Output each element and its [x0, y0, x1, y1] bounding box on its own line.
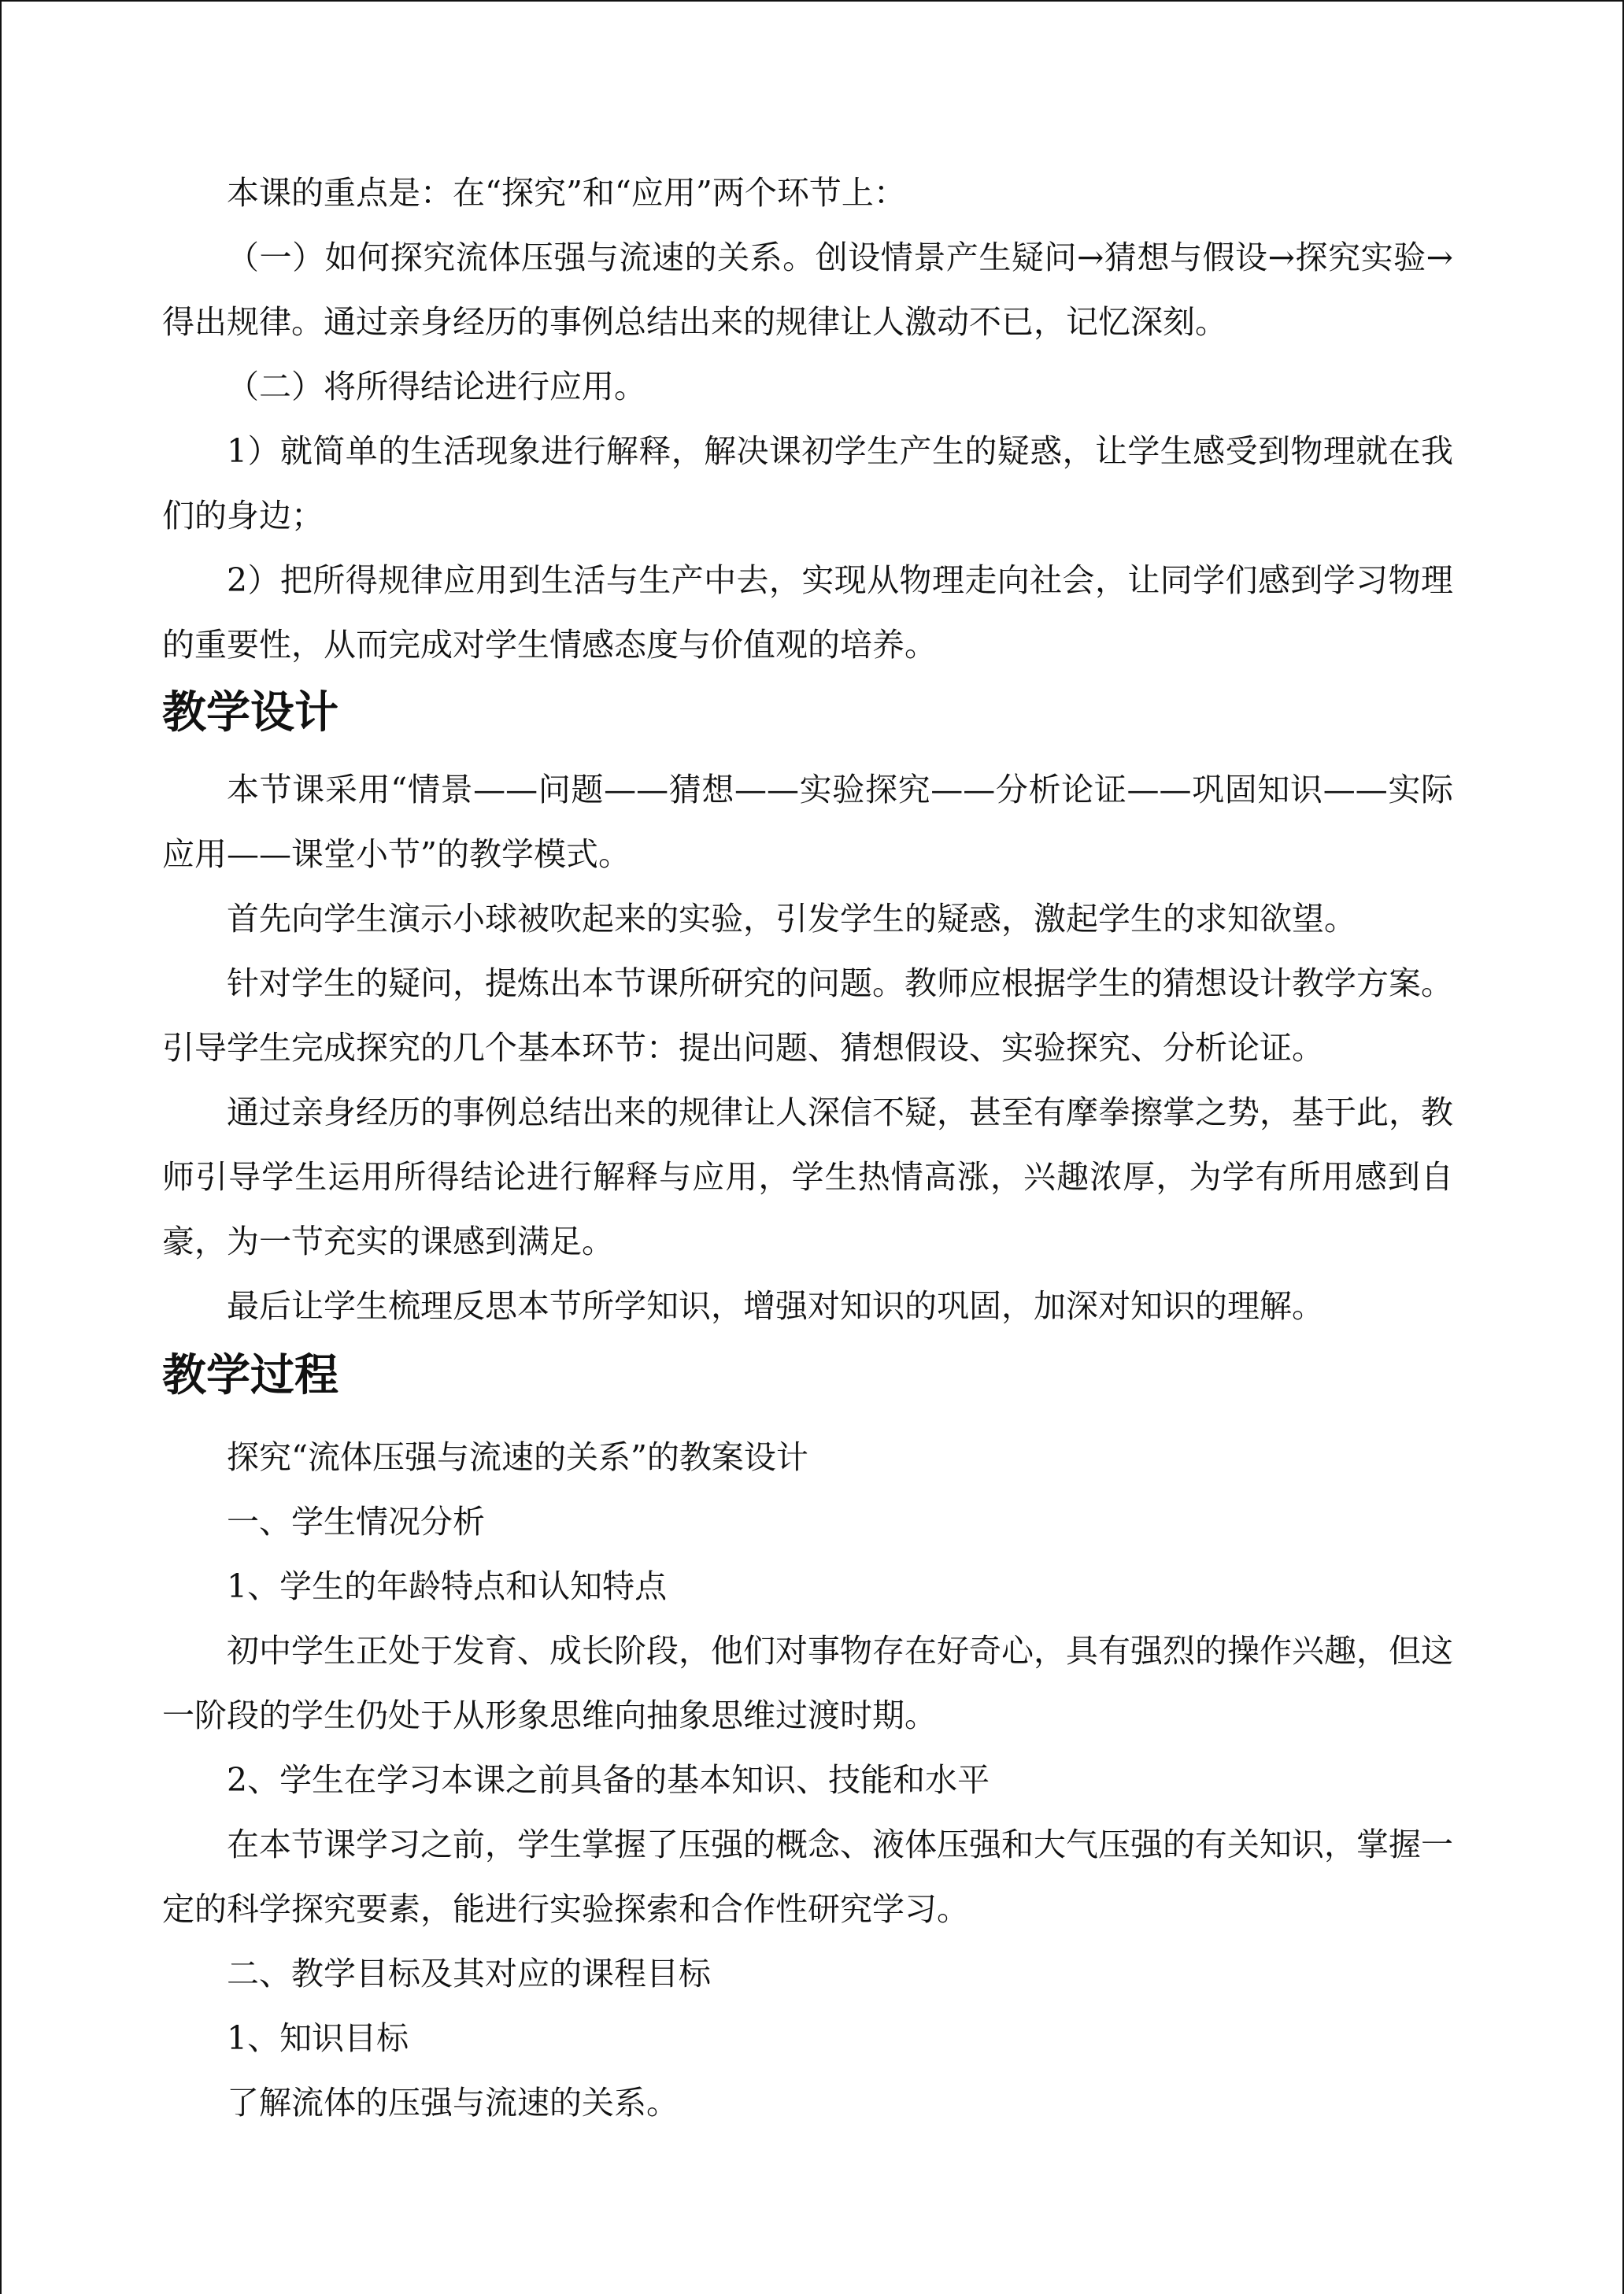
paragraph-prior-knowledge: 在本节课学习之前，学生掌握了压强的概念、液体压强和大气压强的有关知识，掌握一定的科学探究要素，能进行实验探索和合作性研究学习。 [162, 1826, 1453, 1928]
paragraph-point-one: （一）如何探究流体压强与流速的关系。创设情景产生疑问→猜想与假设→探究实验→得出规律。通过亲身经历的事例总结出来的规律让人激动不已，记忆深刻。 [162, 239, 1453, 341]
paragraph-application: 通过亲身经历的事例总结出来的规律让人深信不疑，甚至有摩拳擦掌之势，基于此，教师引导学生运用所得结论进行解释与应用，学生热情高涨，兴趣浓厚，为学有所用感到自豪，为一节充实的课感到满足。 [162, 1093, 1453, 1260]
paragraph-item-2: 2）把所得规律应用到生活与生产中去，实现从物理走向社会，让同学们感到学习物理的重要性，从而完成对学生情感态度与价值观的培养。 [162, 561, 1453, 664]
heading-teaching-design: 教学设计 [162, 687, 338, 738]
heading-teaching-process: 教学过程 [162, 1350, 338, 1401]
section-student-analysis: 一、学生情况分析 [227, 1503, 485, 1541]
paragraph-questions: 针对学生的疑问，提炼出本节课所研究的问题。教师应根据学生的猜想设计教学方案。引导学生完成探究的几个基本环节：提出问题、猜想假设、实验探究、分析论证。 [162, 964, 1453, 1067]
subsection-prior-knowledge: 2、学生在学习本课之前具备的基本知识、技能和水平 [227, 1761, 990, 1799]
paragraph-summary: 最后让学生梳理反思本节所学知识，增强对知识的巩固，加深对知识的理解。 [227, 1287, 1324, 1325]
paragraph-key-points: 本课的重点是：在“探究”和“应用”两个环节上： [227, 174, 906, 212]
paragraph-lesson-title: 探究“流体压强与流速的关系”的教案设计 [227, 1438, 808, 1476]
paragraph-teaching-mode: 本节课采用“情景——问题——猜想——实验探究——分析论证——巩固知识——实际应用——课堂小节”的教学模式。 [162, 771, 1453, 873]
paragraph-knowledge-objective: 了解流体的压强与流速的关系。 [227, 2084, 679, 2122]
section-teaching-objectives: 二、教学目标及其对应的课程目标 [227, 1955, 711, 1992]
paragraph-item-1: 1）就简单的生活现象进行解释，解决课初学生产生的疑惑，让学生感受到物理就在我们的身边； [162, 432, 1453, 535]
subsection-knowledge-objective: 1、知识目标 [227, 2019, 409, 2057]
paragraph-demonstration: 首先向学生演示小球被吹起来的实验，引发学生的疑惑，激起学生的求知欲望。 [227, 900, 1356, 938]
paragraph-point-two: （二）将所得结论进行应用。 [227, 368, 646, 405]
subsection-age-characteristics: 1、学生的年龄特点和认知特点 [227, 1567, 668, 1605]
paragraph-age-characteristics: 初中学生正处于发育、成长阶段，他们对事物存在好奇心，具有强烈的操作兴趣，但这一阶段的学生仍处于从形象思维向抽象思维过渡时期。 [162, 1632, 1453, 1734]
